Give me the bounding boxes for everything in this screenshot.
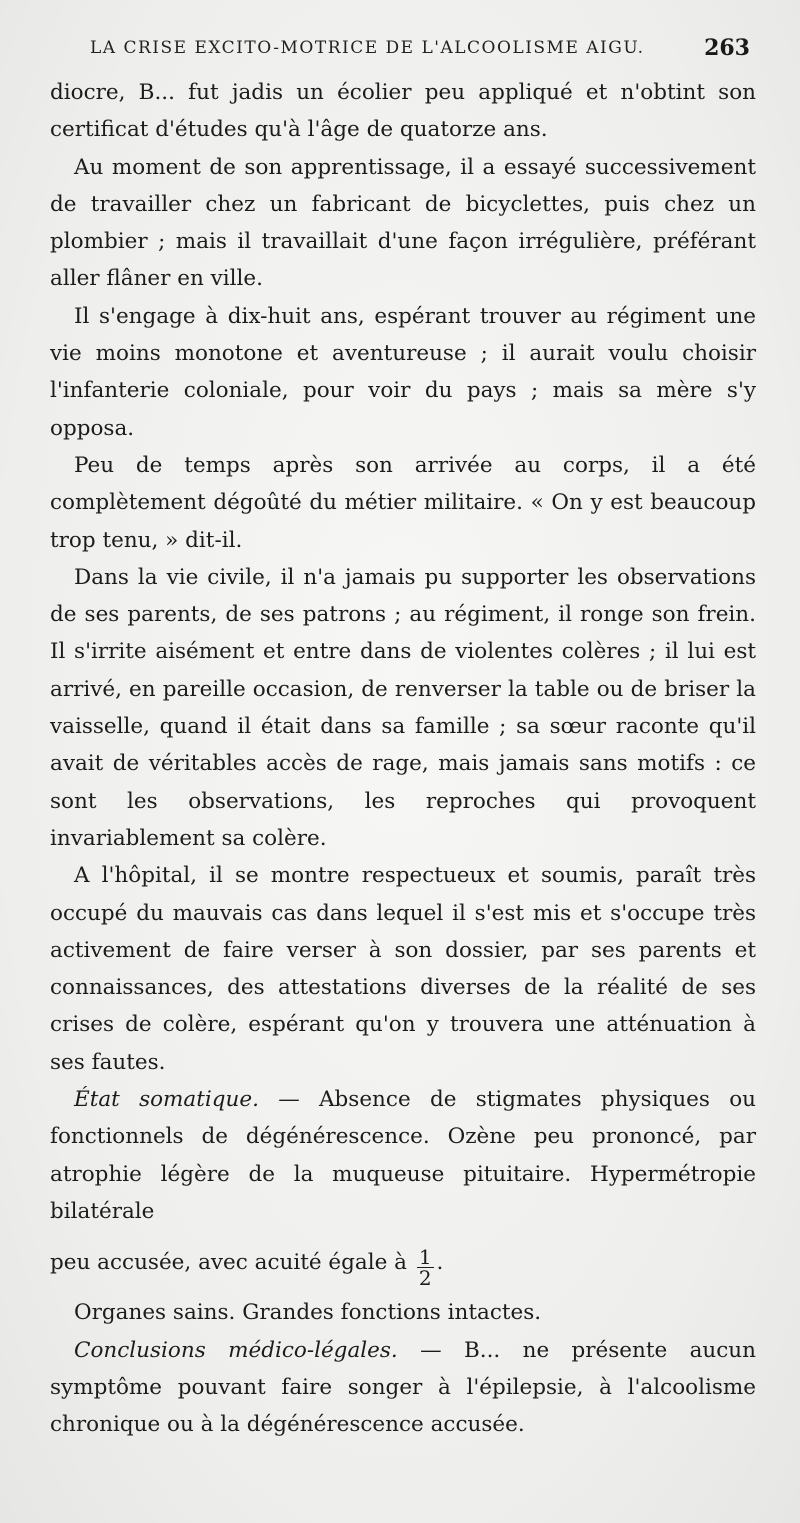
fraction-denominator: 2 <box>418 1266 432 1291</box>
paragraph-conclusions <box>50 1332 756 1444</box>
acuity-text: peu accusée, avec acuité égale à <box>50 1250 414 1276</box>
paragraph-continued: diocre, B... fut jadis un écolier peu appliqué et n'obtint son certificat d'études qu'à l'âge de quatorze ans. <box>50 80 756 143</box>
page-number: 263 <box>704 35 750 61</box>
conclusions-text: — B... ne présente aucun symptôme pouvant faire songer à l'épilepsie, à l'alcoolisme chronique ou à la dégénérescence accusée. <box>50 1337 756 1438</box>
fraction-numerator: 1 <box>418 1245 432 1270</box>
running-title: LA CRISE EXCITO-MOTRICE DE L'ALCOOLISME AIGU. <box>90 38 645 58</box>
somatic-state-text: — Absence de stigmates physiques ou fonctionnels de dégénérescence. Ozène peu prononcé, par atrophie légère de la muqueuse pituitaire. Hypermétropie bilatérale <box>50 1087 757 1224</box>
paragraph-enlistment: Il s'engage à dix-huit ans, espérant trouver au régiment une vie moins monotone et aventureuse ; il aurait voulu choisir l'infanterie coloniale, pour voir du pays ; mais sa mère s'y opposa. <box>50 303 756 441</box>
conclusions-label: Conclusions médico-légales. <box>74 1337 398 1363</box>
page-header <box>60 30 750 66</box>
paragraph-somatic-state <box>50 1081 756 1230</box>
paragraph-military-disgust: Peu de temps après son arrivée au corps, il a été complètement dégoûté du métier militaire. « On y est beaucoup trop tenu, » dit-il. <box>50 452 756 553</box>
paragraph-organs: Organes sains. Grandes fonctions intactes. <box>74 1300 542 1326</box>
body-text <box>50 74 756 1443</box>
paragraph-acuity <box>50 1230 756 1294</box>
paragraph-apprenticeship: Au moment de son apprentissage, il a essayé successivement de travailler chez un fabricant de bicyclettes, puis chez un plombier ; mais il travaillait d'une façon irrégulière, préférant aller flâner en ville. <box>50 154 756 292</box>
paragraph-civil-life: Dans la vie civile, il n'a jamais pu supporter les observations de ses parents, de ses patrons ; au régiment, il ronge son frein. Il s'irrite aisément et entre dans de violentes colères ; il lui est arrivé, en pareille occasion, de renverser la table ou de briser la vaisselle, quand il était dans sa famille ; sa sœur raconte qu'il avait de véritables accès de rage, mais jamais sans motifs : ce sont les observations, les reproches qui provoquent invariablement sa colère. <box>50 564 756 851</box>
paragraph-hospital: A l'hôpital, il se montre respectueux et soumis, paraît très occupé du mauvais cas dans lequel il s'est mis et s'occupe très activement de faire verser à son dossier, par ses parents et connaissances, des attestations diverses de la réalité de ses crises de colère, espérant qu'on y trouvera une atténuation à ses fautes. <box>50 863 756 1075</box>
fraction-one-half <box>417 1245 434 1291</box>
acuity-end: . <box>436 1250 444 1276</box>
somatic-state-label: État somatique. <box>74 1087 259 1113</box>
